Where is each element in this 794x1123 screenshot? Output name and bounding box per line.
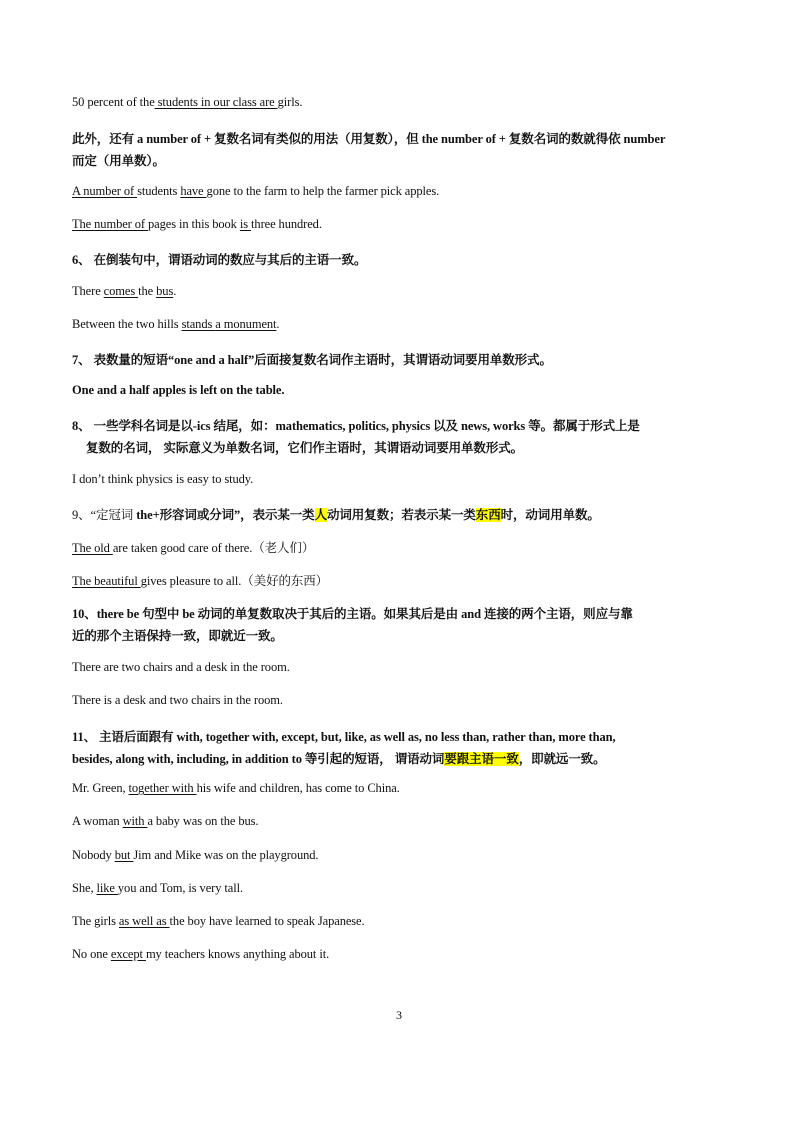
rule-11-with-line1: 11、 主语后面跟有 with, together with, except, but, like, as well as, no less than, rather than, more than, xyxy=(72,730,616,744)
rule-11-with-line2: besides, along with, including, in addition to 等引起的短语， 谓语动词要跟主语一致，即就远一致。 xyxy=(72,752,606,766)
example-mr-green: Mr. Green, together with his wife and children, has come to China. xyxy=(72,781,400,795)
example-there-is: There is a desk and two chairs in the room. xyxy=(72,693,283,707)
rule-number-of-line1: 此外，还有 a number of + 复数名词有类似的用法（用复数），但 the number of + 复数名词的数就得依 number xyxy=(72,132,666,146)
page-number: 3 xyxy=(396,1008,402,1022)
rule-7-one-and-a-half: 7、 表数量的短语“one and a half”后面接复数名词作主语时，其谓语动词要用单数形式。 xyxy=(72,353,552,367)
example-there-comes: There comes the bus. xyxy=(72,284,177,298)
example-the-number-of: The number of pages in this book is three hundred. xyxy=(72,217,322,231)
example-nobody: Nobody but Jim and Mike was on the playground. xyxy=(72,848,319,862)
rule-8-ics-line2: 复数的名词， 实际意义为单数名词，它们作主语时，其谓语动词要用单数形式。 xyxy=(86,441,524,455)
example-between-hills: Between the two hills stands a monument. xyxy=(72,317,280,331)
rule-8-ics-line1: 8、 一些学科名词是以-ics 结尾，如：mathematics, politics, physics 以及 news, works 等。都属于形式上是 xyxy=(72,419,640,433)
example-physics: I don’t think physics is easy to study. xyxy=(72,472,254,486)
rule-10-there-be-line1: 10、there be 句型中 be 动词的单复数取决于其后的主语。如果其后是由 and 连接的两个主语，则应与靠 xyxy=(72,607,633,621)
example-no-one: No one except my teachers knows anything about it. xyxy=(72,947,330,961)
example-there-are: There are two chairs and a desk in the room. xyxy=(72,660,290,674)
example-a-woman: A woman with a baby was on the bus. xyxy=(72,814,259,828)
rule-10-there-be-line2: 近的那个主语保持一致，即就近一致。 xyxy=(72,629,283,643)
example-she-like: She, like you and Tom, is very tall. xyxy=(72,881,243,895)
example-one-and-a-half: One and a half apples is left on the table. xyxy=(72,383,285,397)
example-a-number-of: A number of students have gone to the farm to help the farmer pick apples. xyxy=(72,184,440,198)
rule-9-the-adjective: 9、“定冠词 the+形容词或分词”，表示某一类人动词用复数；若表示某一类东西时，动词用单数。 xyxy=(72,508,600,522)
example-the-girls: The girls as well as the boy have learned to speak Japanese. xyxy=(72,914,365,928)
example-the-beautiful: The beautiful gives pleasure to all.（美好的东西） xyxy=(72,574,329,588)
example-fifty-percent: 50 percent of the students in our class are girls. xyxy=(72,95,303,109)
example-the-old: The old are taken good care of there.（老人们） xyxy=(72,541,315,555)
rule-number-of-line2: 而定（用单数）。 xyxy=(72,154,165,168)
rule-6-inversion: 6、 在倒装句中，谓语动词的数应与其后的主语一致。 xyxy=(72,253,367,267)
